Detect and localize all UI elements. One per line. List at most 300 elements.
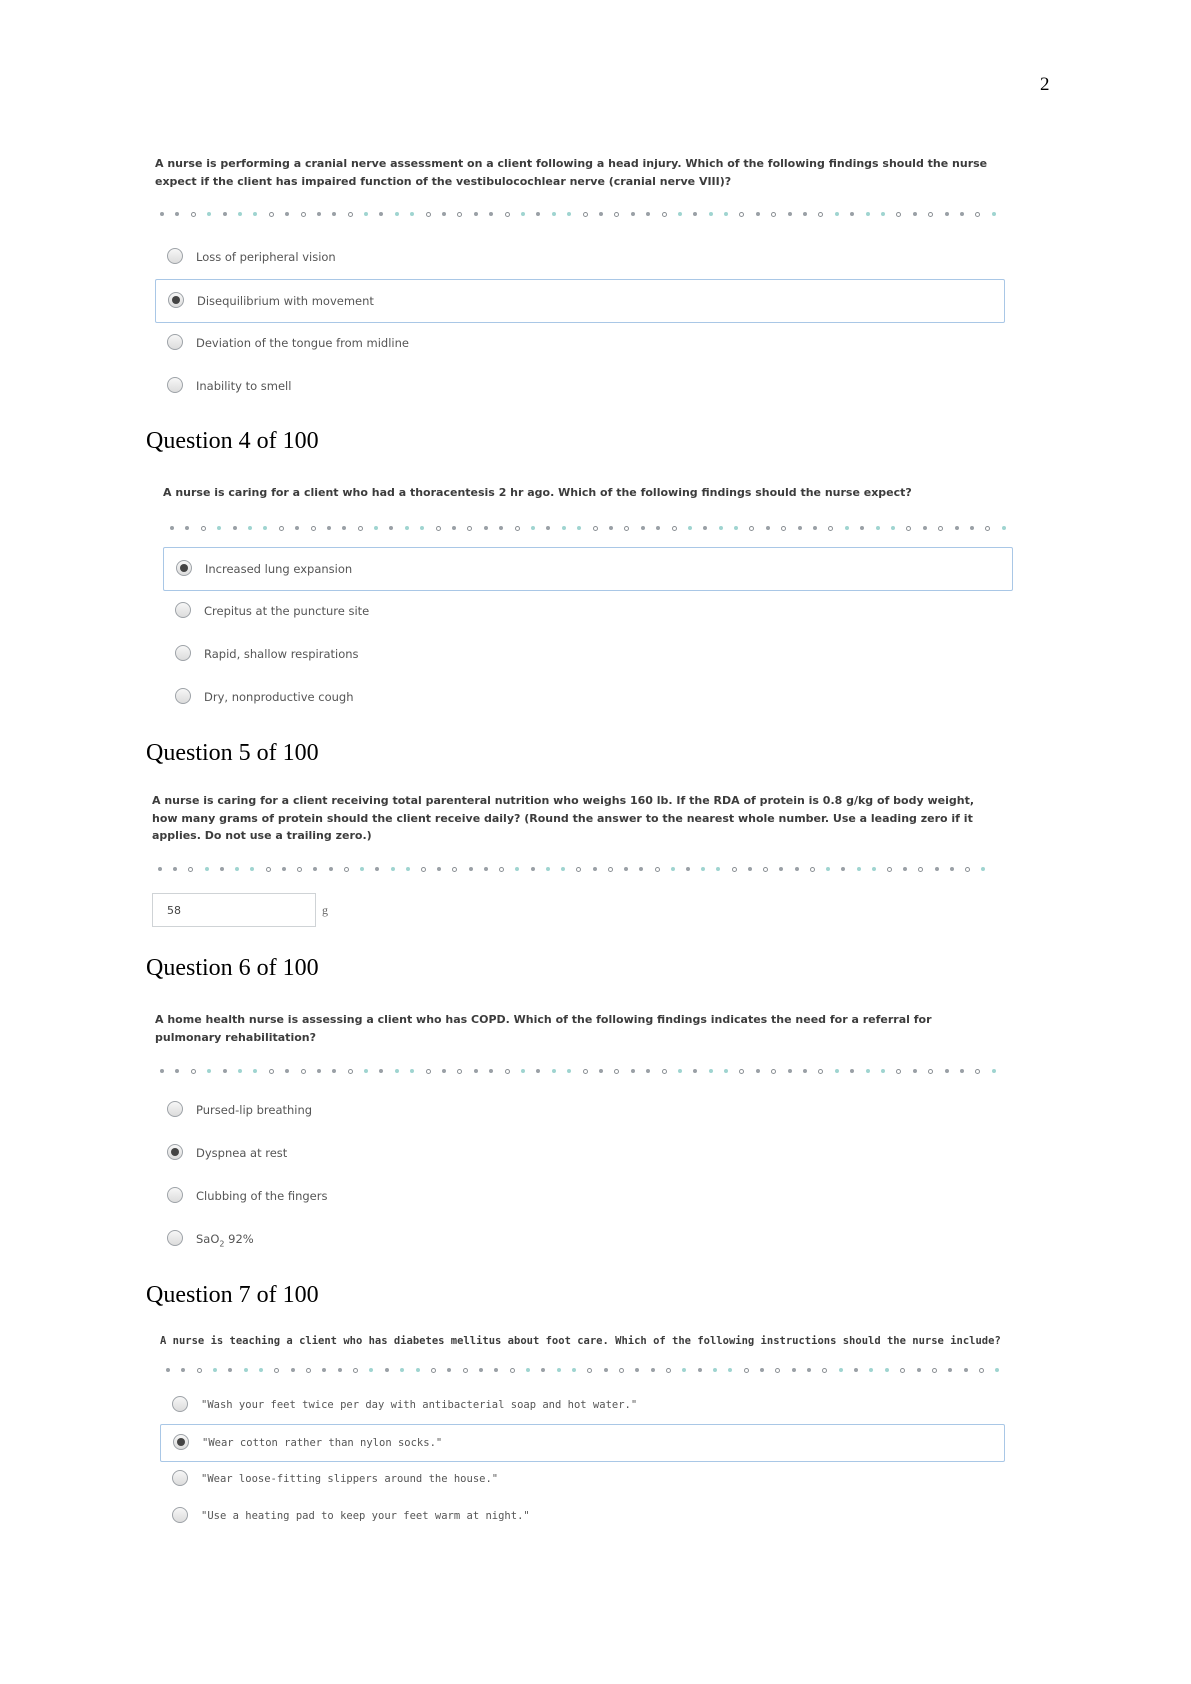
divider-dot [406,867,410,871]
divider-dot [410,1069,414,1073]
divider-dot [614,212,619,217]
divider-dot [207,1069,211,1073]
divider-dot [223,1069,227,1073]
divider-dot [546,867,550,871]
divider-dot [662,212,667,217]
divider-dot [593,526,598,531]
divider-dot [250,867,254,871]
divider-dot [841,867,845,871]
divider-dot [317,1069,321,1073]
divider-dot [813,526,817,530]
divider-dot [739,1069,744,1074]
divider-dot [317,212,321,216]
divider-dot [860,526,864,530]
divider-dot [338,1368,342,1372]
divider-dot [970,526,974,530]
divider-dot [369,1368,373,1372]
divider-dot [467,526,472,531]
divider-dot [608,867,613,872]
divider-dot [197,1368,202,1373]
divider-dot [766,526,770,530]
divider-dot [655,867,660,872]
radio-button-checked[interactable] [173,1434,189,1450]
divider-dot [918,867,923,872]
divider-dot [631,212,635,216]
divider-dot [866,1069,870,1073]
divider-dot [850,1069,854,1073]
divider-dot [389,526,393,530]
divider-dot [228,1368,232,1372]
option-label: Deviation of the tongue from midline [196,336,409,350]
divider-dot [803,1069,807,1073]
divider-dot [515,526,520,531]
divider-dot [593,867,597,871]
divider-dot [732,867,737,872]
divider-dot [964,1368,968,1372]
divider-dot [719,526,723,530]
divider-dot [923,526,927,530]
radio-button[interactable] [172,1507,188,1523]
divider-dot [191,1069,196,1074]
divider-dot [521,1069,525,1073]
divider-dot [583,1069,588,1074]
question-stem: A home health nurse is assessing a client who has COPD. Which of the following findings indicates the need for a referral for pulmonary rehabilitation? [155,1013,932,1044]
divider-dot [869,1368,873,1372]
divider-dot [896,212,901,217]
divider-dot [885,1368,889,1372]
divider-dot [175,212,179,216]
dotted-divider [170,525,1006,531]
divider-dot [274,1368,279,1373]
divider-dot [223,212,227,216]
divider-dot [651,1368,655,1372]
divider-dot [703,526,707,530]
divider-dot [779,867,783,871]
divider-dot [181,1368,185,1372]
divider-dot [484,526,488,530]
divider-dot [792,1368,796,1372]
divider-dot [891,526,895,530]
divider-dot [609,526,613,530]
divider-dot [499,526,503,530]
divider-dot [935,867,939,871]
answer-option[interactable] [160,1498,1005,1536]
divider-dot [442,1069,446,1073]
divider-dot [807,1368,811,1372]
divider-dot [505,1069,510,1074]
divider-dot [457,212,462,217]
divider-dot [981,867,985,871]
divider-dot [217,526,221,530]
answer-option[interactable] [155,236,1005,280]
divider-dot [279,526,284,531]
option-label: Loss of peripheral vision [196,250,336,264]
divider-dot [698,1368,702,1372]
page-number: 2 [1040,74,1050,95]
divider-dot [960,1069,964,1073]
option-label: "Wash your feet twice per day with antibacterial soap and hot water." [201,1399,638,1411]
divider-dot [701,867,705,871]
divider-dot [375,867,379,871]
answer-option-selected[interactable] [163,547,1013,591]
divider-dot [220,867,224,871]
option-label: Crepitus at the puncture site [204,604,370,618]
divider-dot [358,526,363,531]
option-label: Dry, nonproductive cough [204,690,354,704]
divider-dot [992,1069,996,1073]
divider-dot [913,1069,917,1073]
divider-dot [426,1069,431,1074]
answer-option[interactable] [155,1089,1005,1133]
question-stem: A nurse is performing a cranial nerve assessment on a client following a head injury. Which of the following findings should the nurse expect if the client has impaired function of the vestibulocochlear nerve (cranial nerve VIII)? [155,157,988,188]
divider-dot [269,1069,274,1074]
divider-dot [795,867,799,871]
divider-dot [992,212,996,216]
question-title: Question 5 of 100 [146,740,319,766]
answer-option-selected[interactable] [160,1424,1005,1462]
divider-dot [960,212,964,216]
divider-dot [531,867,535,871]
divider-dot [1002,526,1006,530]
divider-dot [379,1069,383,1073]
divider-dot [631,1069,635,1073]
dotted-divider [160,1068,996,1074]
divider-dot [285,212,289,216]
question-stem: A nurse is caring for a client who had a thoracentesis 2 hr ago. Which of the following findings should the nurse expect? [163,486,912,499]
divider-dot [835,1069,839,1073]
divider-dot [614,1069,619,1074]
divider-dot [291,1368,295,1372]
divider-dot [948,1368,952,1372]
option-label: Inability to smell [196,379,292,393]
divider-dot [756,212,760,216]
divider-dot [604,1368,608,1372]
divider-dot [297,867,302,872]
option-label: Rapid, shallow respirations [204,647,359,661]
divider-dot [175,1069,179,1073]
radio-button[interactable] [172,1396,188,1412]
divider-dot [975,1069,980,1074]
answer-option[interactable] [155,322,1005,366]
option-label: SaO$_2$ 92% [196,1232,254,1249]
divider-dot [259,1368,263,1372]
divider-dot [835,212,839,216]
radio-button[interactable] [172,1470,188,1486]
divider-dot [379,212,383,216]
divider-dot [635,1368,639,1372]
divider-dot [395,1069,399,1073]
divider-dot [391,867,395,871]
divider-dot [771,1069,776,1074]
divider-dot [238,212,242,216]
divider-dot [344,867,349,872]
divider-dot [431,1368,436,1373]
divider-dot [489,212,493,216]
numeric-answer-input[interactable]: 58 [152,893,316,927]
divider-dot [536,1069,540,1073]
dotted-divider [166,1367,1000,1373]
divider-dot [739,212,744,217]
divider-dot [395,212,399,216]
divider-dot [839,1368,843,1372]
divider-dot [285,1069,289,1073]
divider-dot [572,1368,576,1372]
divider-dot [906,526,911,531]
divider-dot [364,1069,368,1073]
divider-dot [474,212,478,216]
divider-dot [995,1368,999,1372]
question-stem: A nurse is teaching a client who has diabetes mellitus about foot care. Which of the following instructions should the nurse include? [160,1335,1001,1347]
answer-option[interactable] [163,633,1013,677]
divider-dot [646,212,650,216]
divider-dot [872,867,876,871]
divider-dot [364,212,368,216]
divider-dot [945,1069,949,1073]
divider-dot [932,1368,937,1373]
divider-dot [385,1368,389,1372]
divider-dot [405,526,409,530]
divider-dot [173,867,177,871]
divider-dot [306,1368,311,1373]
radio-button[interactable] [167,377,183,393]
divider-dot [686,867,690,871]
divider-dot [866,212,870,216]
radio-button[interactable] [167,334,183,350]
divider-dot [678,1069,682,1073]
divider-dot [484,867,488,871]
radio-button-checked[interactable] [167,1144,183,1160]
divider-dot [624,867,628,871]
divider-dot [489,1069,493,1073]
divider-dot [624,526,629,531]
divider-dot [619,1368,624,1373]
divider-dot [828,526,833,531]
dotted-divider [158,866,986,872]
divider-dot [342,526,346,530]
radio-button[interactable] [167,1101,183,1117]
answer-option[interactable] [155,1132,1005,1176]
divider-dot [437,867,441,871]
divider-dot [583,212,588,217]
divider-dot [233,526,237,530]
divider-dot [577,526,581,530]
question-title: Question 4 of 100 [146,428,319,454]
divider-dot [724,212,728,216]
divider-dot [505,212,510,217]
divider-dot [713,1368,717,1372]
divider-dot [185,526,189,530]
divider-dot [253,1069,257,1073]
divider-dot [447,1368,451,1372]
radio-button[interactable] [167,1187,183,1203]
divider-dot [463,1368,468,1373]
divider-dot [160,1069,164,1073]
divider-dot [771,212,776,217]
divider-dot [749,526,754,531]
divider-dot [775,1368,780,1373]
divider-dot [928,1069,933,1074]
divider-dot [469,867,473,871]
divider-dot [955,526,959,530]
divider-dot [876,526,880,530]
divider-dot [881,1069,885,1073]
divider-dot [639,867,643,871]
divider-dot [295,526,299,530]
answer-option[interactable] [163,590,1013,634]
question-title: Question 6 of 100 [146,955,319,981]
divider-dot [900,1368,905,1373]
divider-dot [887,867,892,872]
divider-dot [188,867,193,872]
option-label: Pursed-lip breathing [196,1103,313,1117]
divider-dot [201,526,206,531]
radio-button[interactable] [167,1230,183,1246]
answer-option[interactable] [160,1387,1005,1425]
divider-dot [353,1368,358,1373]
divider-dot [599,1069,603,1073]
divider-dot [421,867,426,872]
divider-dot [457,1069,462,1074]
divider-dot [928,212,933,217]
answer-option[interactable] [155,1175,1005,1219]
divider-dot [536,212,540,216]
divider-dot [693,1069,697,1073]
divider-dot [850,212,854,216]
radio-button-checked[interactable] [176,560,192,576]
divider-dot [728,1368,732,1372]
divider-dot [301,212,306,217]
radio-button[interactable] [175,602,191,618]
divider-dot [826,867,830,871]
divider-dot [857,867,861,871]
divider-dot [822,1368,827,1373]
divider-dot [400,1368,404,1372]
divider-dot [760,1368,764,1372]
divider-dot [170,526,174,530]
radio-button[interactable] [167,248,183,264]
divider-dot [763,867,768,872]
divider-dot [917,1368,921,1372]
option-label: "Wear loose-fitting slippers around the house." [201,1473,499,1485]
divider-dot [205,867,209,871]
divider-dot [244,1368,248,1372]
answer-option[interactable] [163,676,1013,720]
answer-option[interactable] [155,1218,1005,1262]
divider-dot [854,1368,858,1372]
divider-dot [818,1069,823,1074]
divider-dot [748,867,752,871]
divider-dot [348,1069,353,1074]
radio-button[interactable] [175,645,191,661]
divider-dot [160,212,164,216]
divider-dot [311,526,316,531]
divider-dot [903,867,907,871]
divider-dot [348,212,353,217]
divider-dot [979,1368,984,1373]
divider-dot [526,1368,530,1372]
divider-dot [263,526,267,530]
divider-dot [975,212,980,217]
divider-dot [693,212,697,216]
answer-option[interactable] [160,1461,1005,1499]
divider-dot [494,1368,498,1372]
radio-button[interactable] [175,688,191,704]
divider-dot [803,212,807,216]
radio-button-checked[interactable] [168,292,184,308]
divider-dot [301,1069,306,1074]
option-label: "Use a heating pad to keep your feet warm at night." [201,1510,530,1522]
divider-dot [238,1069,242,1073]
divider-dot [474,1069,478,1073]
divider-dot [576,867,581,872]
divider-dot [896,1069,901,1074]
divider-dot [248,526,252,530]
divider-dot [253,212,257,216]
divider-dot [810,867,815,872]
divider-dot [266,867,271,872]
divider-dot [656,526,660,530]
divider-dot [788,212,792,216]
option-label: "Wear cotton rather than nylon socks." [202,1437,443,1449]
divider-dot [709,1069,713,1073]
divider-dot [557,1368,561,1372]
divider-dot [436,526,441,531]
divider-dot [965,867,970,872]
divider-dot [213,1368,217,1372]
divider-dot [521,212,525,216]
divider-dot [531,526,535,530]
divider-dot [561,867,565,871]
divider-dot [515,867,519,871]
option-label: Dyspnea at rest [196,1146,288,1160]
divider-dot [552,212,556,216]
divider-dot [724,1069,728,1073]
divider-dot [744,1368,749,1373]
answer-option-selected[interactable] [155,279,1005,323]
divider-dot [332,1069,336,1073]
divider-dot [360,867,364,871]
divider-dot [688,526,692,530]
divider-dot [682,1368,686,1372]
option-label: Increased lung expansion [205,562,353,576]
divider-dot [881,212,885,216]
divider-dot [166,1368,170,1372]
dotted-divider [160,211,996,217]
divider-dot [756,1069,760,1073]
answer-unit: g [322,903,328,917]
divider-dot [452,526,456,530]
divider-dot [329,867,333,871]
divider-dot [452,867,457,872]
divider-dot [646,1069,650,1073]
divider-dot [945,212,949,216]
divider-dot [567,212,571,216]
divider-dot [587,1368,592,1373]
question-title: Question 7 of 100 [146,1282,319,1308]
divider-dot [420,526,424,530]
divider-dot [552,1069,556,1073]
divider-dot [567,1069,571,1073]
answer-option[interactable] [155,365,1005,409]
divider-dot [313,867,317,871]
option-label: Disequilibrium with movement [197,294,374,308]
divider-dot [734,526,738,530]
option-label: Clubbing of the fingers [196,1189,328,1203]
divider-dot [546,526,550,530]
divider-dot [332,212,336,216]
divider-dot [479,1368,483,1372]
divider-dot [282,867,286,871]
